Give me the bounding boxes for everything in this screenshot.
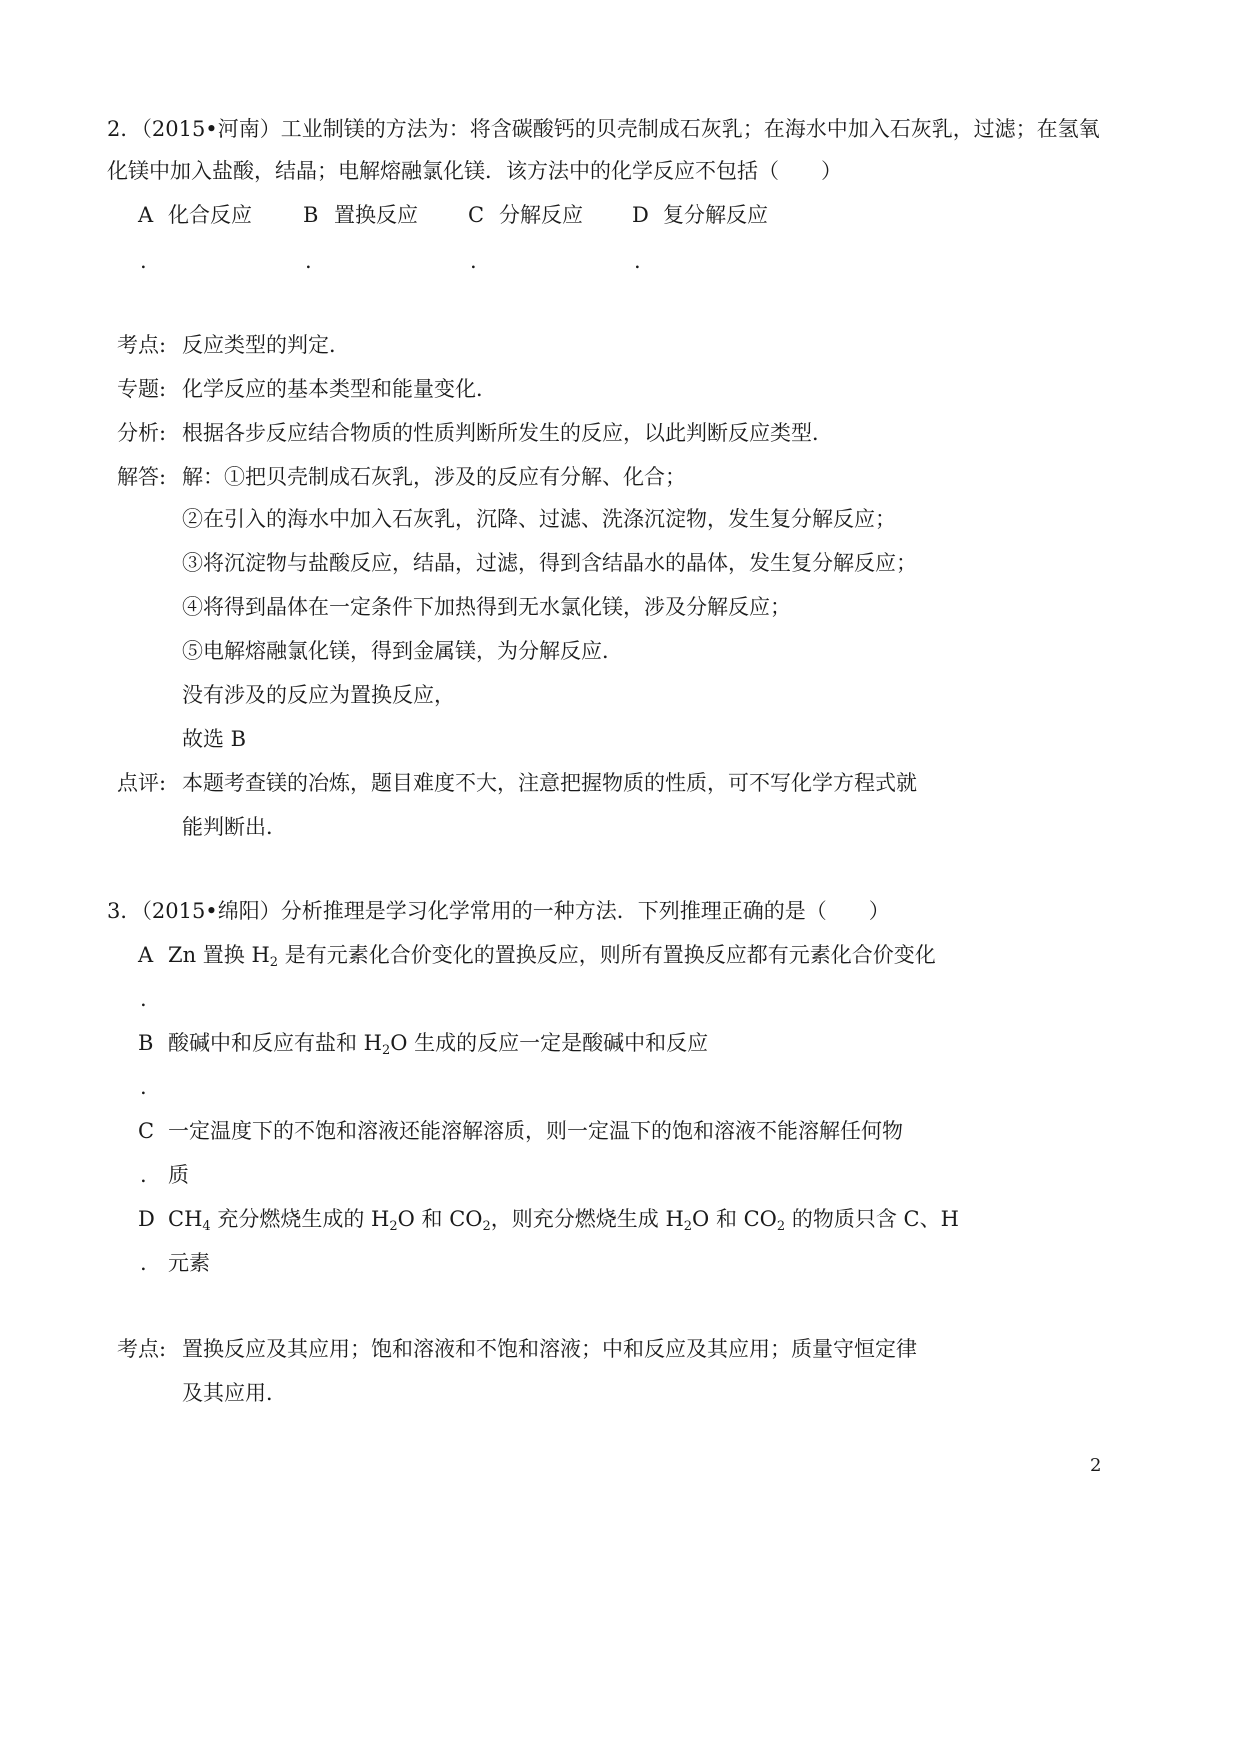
jieda-line: ④将得到晶体在一定条件下加热得到无水氯化镁，涉及分解反应； <box>182 595 791 619</box>
q2-option-d-text: 复分解反应 <box>663 203 768 227</box>
page-number: 2 <box>1090 1455 1102 1476</box>
q2-option-a-text: 化合反应 <box>168 203 252 227</box>
q3-option-d-line2: 元素 <box>168 1251 210 1275</box>
zhuanti-label: 专题: <box>117 377 167 401</box>
q2-option-c-text: 分解反应 <box>499 203 583 227</box>
q3-option-d-line1: $CH_4$ 充分燃烧生成的 $H_2O$ 和 $CO_2$，则充分燃烧生成 $H_2O$ 和 $CO_2$ 的物质只含 C、H <box>168 1207 959 1234</box>
q2-option-b-letter: B <box>303 203 319 227</box>
q2-option-b-dot: . <box>305 249 312 273</box>
q2-option-b-text: 置换反应 <box>334 203 418 227</box>
kaodian-label: 考点: <box>117 333 167 357</box>
q3-option-a-dot: . <box>140 987 147 1011</box>
q3-option-c-line2: 质 <box>168 1163 189 1187</box>
q3-option-c-line1: 一定温度下的不饱和溶液还能溶解溶质，则一定温下的饱和溶液不能溶解任何物 <box>168 1119 903 1143</box>
dianping-label: 点评: <box>117 771 167 795</box>
q2-option-c-letter: C <box>468 203 485 227</box>
jieda-line: 解：①把贝壳制成石灰乳，涉及的反应有分解、化合； <box>182 465 686 489</box>
q2-stem-line1: 2．（2015•河南）工业制镁的方法为：将含碳酸钙的贝壳制成石灰乳；在海水中加入石灰乳，过滤；在氢氧 <box>107 117 1100 141</box>
jieda-line: 故选 B <box>182 727 247 751</box>
q3-stem: 3．（2015•绵阳）分析推理是学习化学常用的一种方法．下列推理正确的是（ ） <box>107 899 890 923</box>
q3-option-b-letter: B <box>138 1031 154 1055</box>
fenxi-text: 根据各步反应结合物质的性质判断所发生的反应，以此判断反应类型． <box>182 421 833 445</box>
q2-option-d-dot: . <box>634 249 641 273</box>
q3-option-d-dot: . <box>140 1251 147 1275</box>
jieda-line: ⑤电解熔融氯化镁，得到金属镁，为分解反应． <box>182 639 623 663</box>
q3-option-b-text: 酸碱中和反应有盐和 $H_2O$ 生成的反应一定是酸碱中和反应 <box>168 1031 709 1058</box>
q2-stem-line2: 化镁中加入盐酸，结晶；电解熔融氯化镁．该方法中的化学反应不包括（ ） <box>107 159 842 183</box>
q2-option-c-dot: . <box>470 249 477 273</box>
q2-option-a-dot: . <box>140 249 147 273</box>
q3-option-a-letter: A <box>138 943 154 967</box>
q3-option-c-dot: . <box>140 1163 147 1187</box>
fenxi-label: 分析: <box>117 421 167 445</box>
q3-option-d-letter: D <box>138 1207 155 1231</box>
q3-option-a-text: Zn 置换 $H_2$ 是有元素化合价变化的置换反应，则所有置换反应都有元素化合价变化 <box>168 943 936 970</box>
zhuanti-text: 化学反应的基本类型和能量变化． <box>182 377 497 401</box>
kaodian-text: 反应类型的判定． <box>182 333 350 357</box>
dianping-line: 本题考查镁的冶炼，题目难度不大，注意把握物质的性质，可不写化学方程式就 <box>182 771 917 795</box>
q3-option-c-letter: C <box>138 1119 155 1143</box>
q3-kaodian-line: 及其应用． <box>182 1381 287 1405</box>
q3-kaodian-line: 置换反应及其应用；饱和溶液和不饱和溶液；中和反应及其应用；质量守恒定律 <box>182 1337 917 1361</box>
q2-option-a-letter: A <box>138 203 154 227</box>
jieda-label: 解答: <box>117 465 167 489</box>
jieda-line: ③将沉淀物与盐酸反应，结晶，过滤，得到含结晶水的晶体，发生复分解反应； <box>182 551 917 575</box>
q3-option-b-dot: . <box>140 1075 147 1099</box>
jieda-line: ②在引入的海水中加入石灰乳，沉降、过滤、洗涤沉淀物，发生复分解反应； <box>182 507 896 531</box>
dianping-line: 能判断出． <box>182 815 287 839</box>
q3-kaodian-label: 考点: <box>117 1337 167 1361</box>
jieda-line: 没有涉及的反应为置换反应， <box>182 683 455 707</box>
q2-option-d-letter: D <box>632 203 649 227</box>
